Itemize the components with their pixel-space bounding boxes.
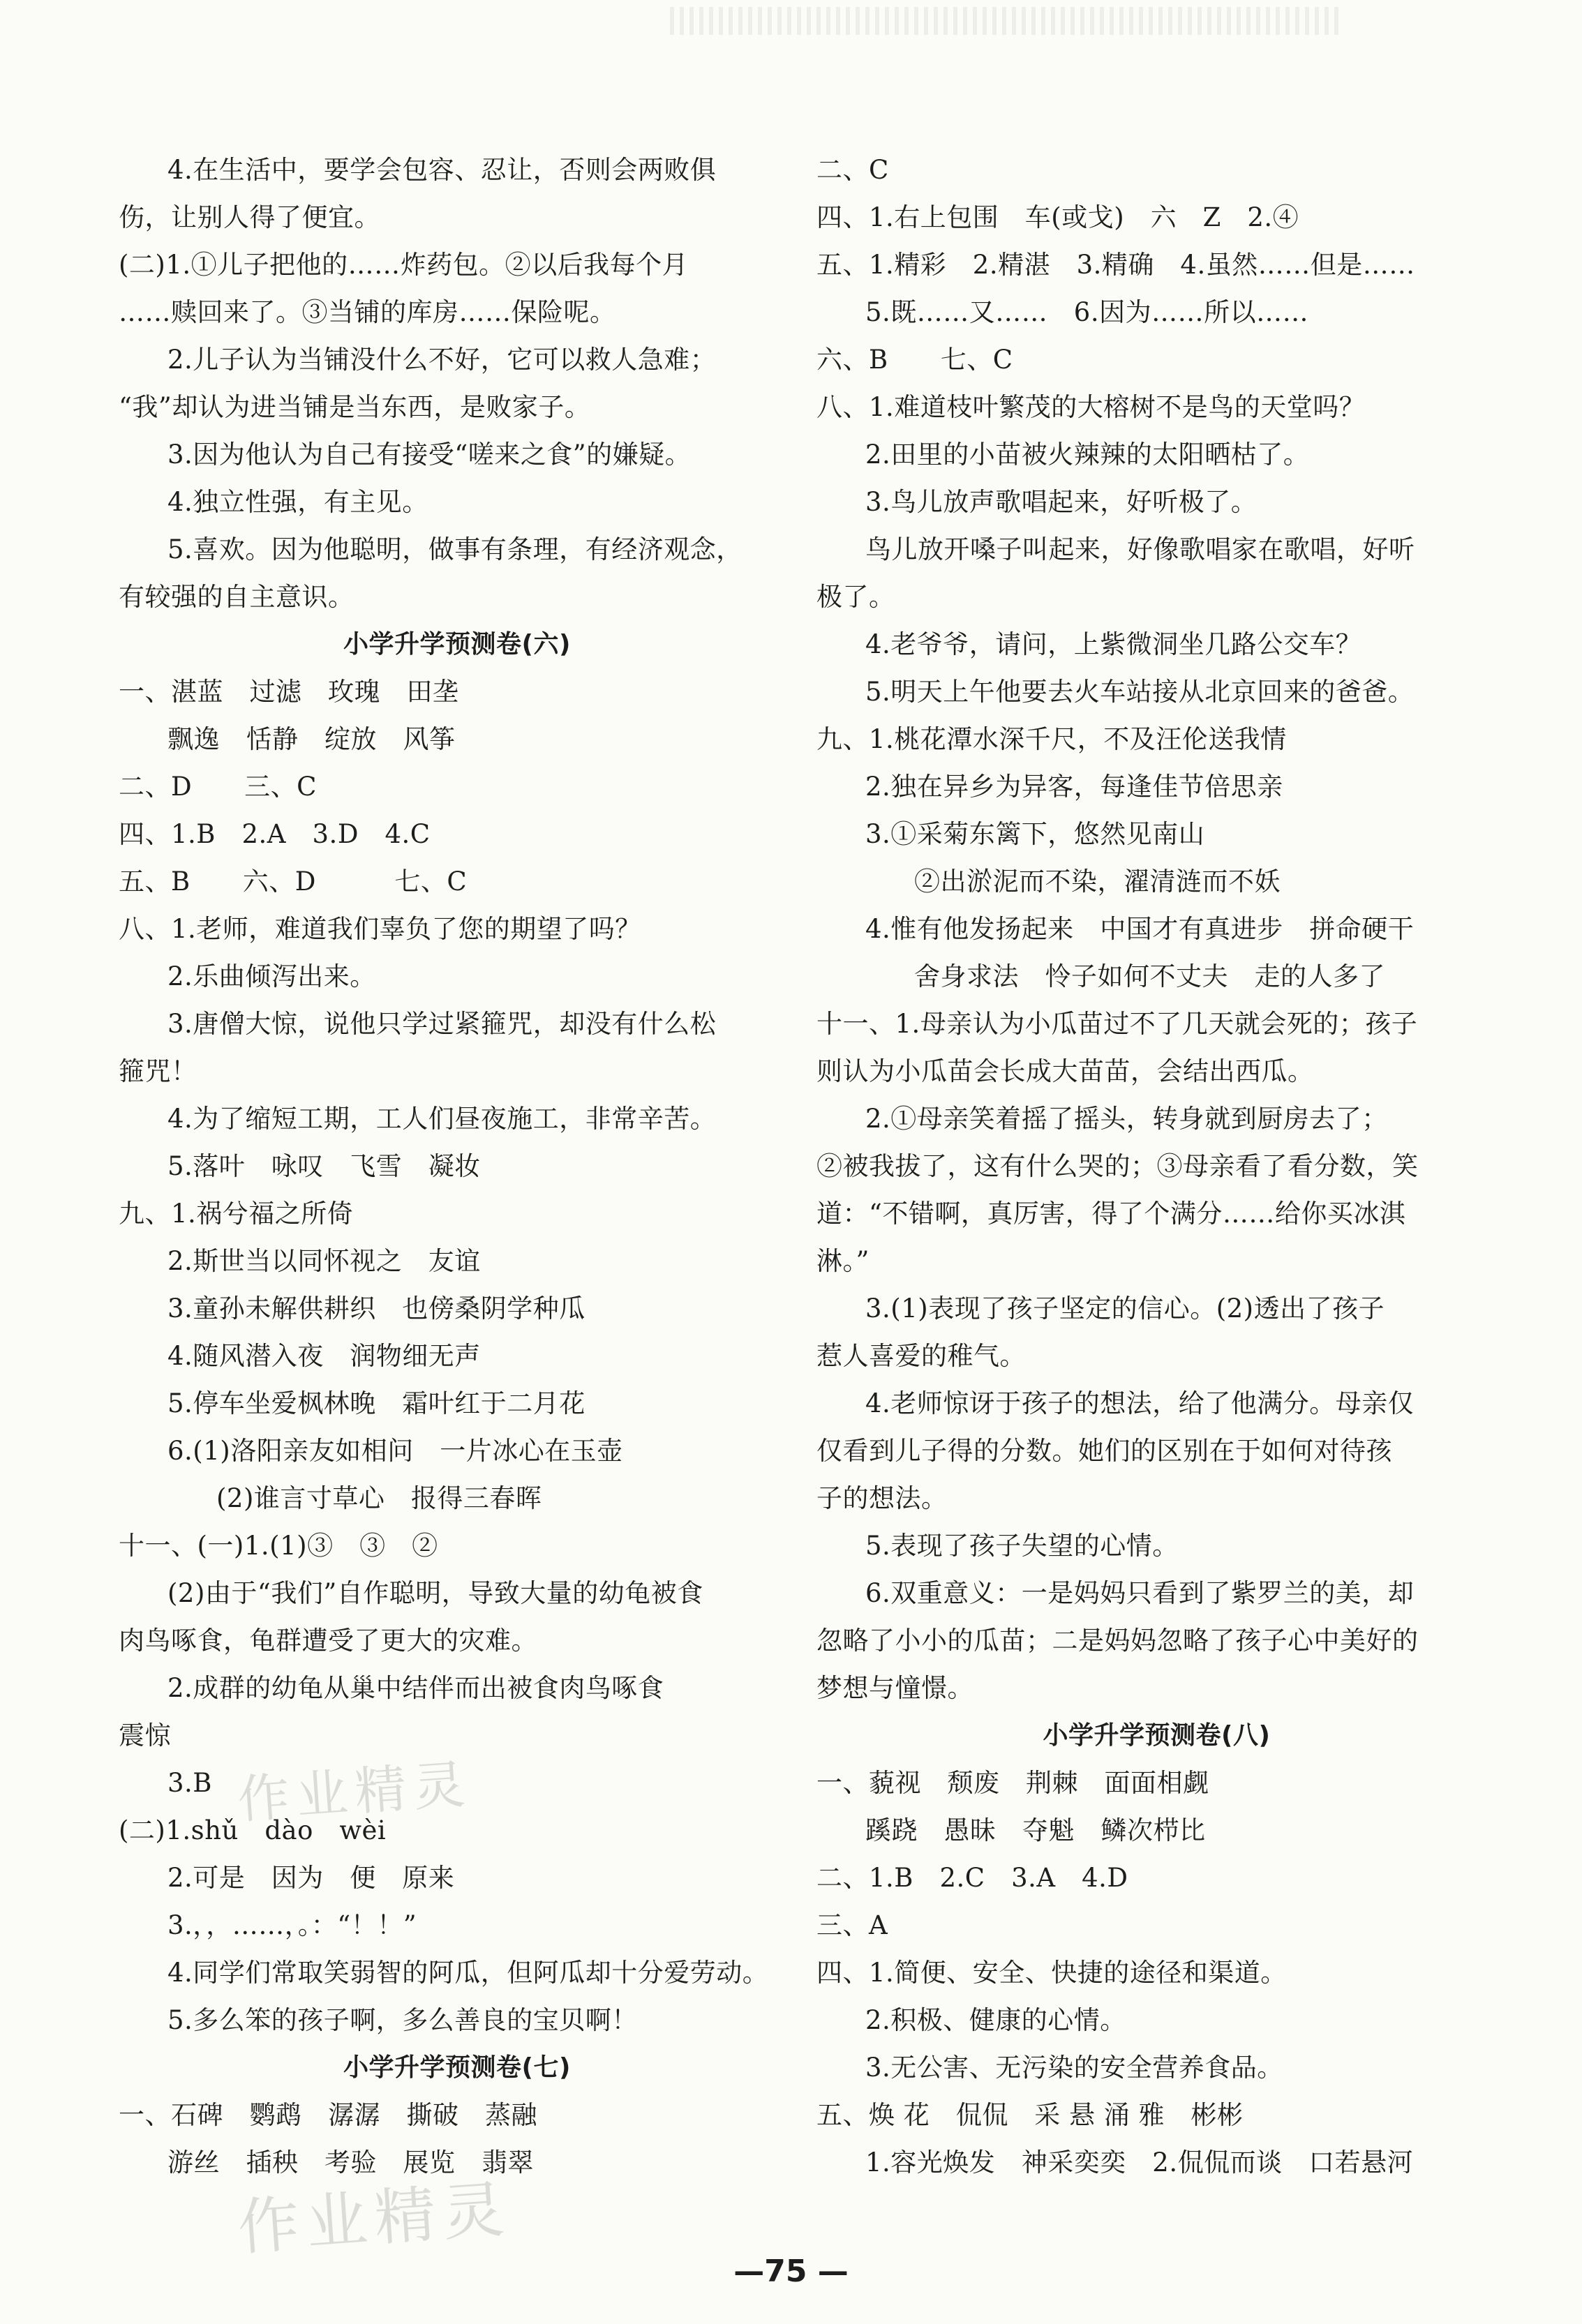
answer-line: 飘逸 恬静 绽放 风筝 — [167, 724, 456, 754]
answer-line: 3.因为他认为自己有接受“嗟来之食”的嫌疑。 — [167, 440, 692, 470]
answer-line: 极了。 — [816, 582, 895, 612]
section-heading: 小学升学预测卷(七) — [343, 2053, 571, 2082]
answer-line: 4.惟有他发扬起来 中国才有真进步 拼命硬干 — [865, 914, 1415, 944]
answer-line: 忽略了小小的瓜苗；二是妈妈忽略了孩子心中美好的 — [816, 1626, 1419, 1656]
watermark: 作业精灵 — [235, 2173, 514, 2264]
answer-line: 6.(1)洛阳亲友如相问 一片冰心在玉壶 — [167, 1436, 623, 1466]
answer-line: 梦想与憧憬。 — [816, 1673, 973, 1703]
answer-line: 有较强的自主意识。 — [119, 582, 355, 612]
answer-line: 箍咒！ — [119, 1056, 197, 1086]
answer-line: 3.，，……，。：“！！” — [167, 1910, 417, 1940]
answer-line: (2)由于“我们”自作聪明，导致大量的幼龟被食 — [167, 1578, 703, 1608]
answer-line: (二)1.shǔ dào wèi — [119, 1815, 387, 1845]
answer-line: 震惊 — [119, 1720, 171, 1751]
answer-line: 惹人喜爱的稚气。 — [816, 1341, 1026, 1371]
right-column — [816, 147, 1497, 2187]
answer-line: 2.田里的小苗被火辣辣的太阳晒枯了。 — [865, 440, 1310, 470]
answer-line: 一、石碑 鹦鹉 潺潺 撕破 蒸融 — [119, 2100, 537, 2130]
answer-line: 4.独立性强，有主见。 — [167, 487, 428, 517]
answer-line: 二、1.B 2.C 3.A 4.D — [816, 1863, 1128, 1893]
watermark: 作业精灵 — [235, 1754, 475, 1831]
answer-line: (二)1.①儿子把他的……炸药包。②以后我每个月 — [119, 250, 689, 280]
answer-line: 五、1.精彩 2.精湛 3.精确 4.虽然……但是…… — [816, 250, 1415, 280]
answer-line: 子的想法。 — [816, 1483, 948, 1513]
page-number: —75 — — [733, 2254, 849, 2289]
answer-line: 5.喜欢。因为他聪明，做事有条理，有经济观念， — [167, 534, 743, 564]
section-heading: 小学升学预测卷(六) — [343, 630, 571, 659]
answer-line: 游丝 插秧 考验 展览 翡翠 — [167, 2147, 534, 2177]
scan-noise — [670, 7, 1340, 35]
answer-line: 仅看到儿子得的分数。她们的区别在于如何对待孩 — [816, 1436, 1392, 1466]
answer-line: 则认为小瓜苗会长成大苗苗，会结出西瓜。 — [816, 1056, 1314, 1086]
answer-line: 2.成群的幼龟从巢中结伴而出被食肉鸟啄食 — [167, 1673, 664, 1703]
answer-line: 十一、(一)1.(1)③ ③ ② — [119, 1531, 438, 1561]
answer-line: 3.童孙未解供耕织 也傍桑阴学种瓜 — [167, 1294, 585, 1324]
answer-line: 蹊跷 愚昧 夺魁 鳞次栉比 — [865, 1815, 1206, 1845]
answer-line: 一、藐视 颓废 荆棘 面面相觑 — [816, 1768, 1209, 1798]
answer-line: “我”却认为进当铺是当东西，是败家子。 — [119, 392, 591, 422]
answer-line: 3.无公害、无污染的安全营养食品。 — [865, 2053, 1283, 2083]
answer-line: 八、1.难道枝叶繁茂的大榕树不是鸟的天堂吗？ — [816, 392, 1366, 422]
answer-line: 4.随风潜入夜 润物细无声 — [167, 1341, 481, 1371]
answer-line: 3.鸟儿放声歌唱起来，好听极了。 — [865, 487, 1258, 517]
answer-line: 1.容光焕发 神采奕奕 2.侃侃而谈 口若悬河 — [865, 2147, 1414, 2177]
answer-line: 鸟儿放开嗓子叫起来，好像歌唱家在歌唱，好听 — [865, 534, 1415, 564]
answer-line: 4.为了缩短工期，工人们昼夜施工，非常辛苦。 — [167, 1104, 717, 1134]
answer-line: 2.可是 因为 便 原来 — [167, 1863, 455, 1893]
answer-line: 2.斯世当以同怀视之 友谊 — [167, 1246, 481, 1276]
answer-line: 伤，让别人得了便宜。 — [119, 202, 380, 232]
answer-line: 肉鸟啄食，龟群遭受了更大的灾难。 — [119, 1626, 537, 1656]
answer-line: 2.乐曲倾泻出来。 — [167, 961, 376, 991]
answer-line: 四、1.简便、安全、快捷的途径和渠道。 — [816, 1958, 1287, 1988]
answer-line: 五、B 六、D 七、C — [119, 867, 468, 897]
answer-line: 4.在生活中，要学会包容、忍让，否则会两败俱 — [167, 155, 717, 185]
answer-line: 九、1.桃花潭水深千尺，不及汪伦送我情 — [816, 724, 1287, 754]
answer-line: 2.独在异乡为异客，每逢佳节倍思亲 — [865, 772, 1283, 802]
answer-line: 2.①母亲笑着摇了摇头，转身就到厨房去了； — [865, 1104, 1388, 1134]
answer-line: 5.停车坐爱枫林晚 霜叶红于二月花 — [167, 1388, 585, 1418]
answer-line: 5.多么笨的孩子啊，多么善良的宝贝啊！ — [167, 2005, 638, 2035]
answer-line: 5.明天上午他要去火车站接从北京回来的爸爸。 — [865, 677, 1415, 707]
answer-line: 二、C — [816, 155, 889, 185]
answer-line: 五、焕 花 侃侃 采 悬 涌 雅 彬彬 — [816, 2100, 1244, 2130]
answer-line: 一、湛蓝 过滤 玫瑰 田垄 — [119, 677, 459, 707]
answer-line: 三、A — [816, 1910, 888, 1940]
answer-line: 6.双重意义：一是妈妈只看到了紫罗兰的美，却 — [865, 1578, 1415, 1608]
answer-line: 5.既……又…… 6.因为……所以…… — [865, 297, 1309, 327]
answer-line: ……赎回来了。③当铺的库房……保险呢。 — [119, 297, 616, 327]
left-column — [119, 147, 796, 2187]
answer-line: 5.表现了孩子失望的心情。 — [865, 1531, 1179, 1561]
answer-line: 道：“不错啊，真厉害，得了个满分……给你买冰淇 — [816, 1199, 1406, 1229]
answer-line: ②被我拔了，这有什么哭的；③母亲看了看分数，笑 — [816, 1151, 1419, 1181]
answer-line: 四、1.B 2.A 3.D 4.C — [119, 819, 431, 849]
answer-line: (2)谁言寸草心 报得三春晖 — [216, 1483, 542, 1513]
answer-line: 淋。” — [816, 1246, 870, 1276]
answer-line: 3.唐僧大惊，说他只学过紧箍咒，却没有什么松 — [167, 1009, 717, 1039]
answer-line: 5.落叶 咏叹 飞雪 凝妆 — [167, 1151, 481, 1181]
answer-line: 2.积极、健康的心情。 — [865, 2005, 1126, 2035]
answer-line: ②出淤泥而不染，濯清涟而不妖 — [914, 867, 1281, 897]
answer-line: 舍身求法 怜子如何不丈夫 走的人多了 — [914, 961, 1385, 991]
answer-line: 十一、1.母亲认为小瓜苗过不了几天就会死的；孩子 — [816, 1009, 1418, 1039]
answer-line: 二、D 三、C — [119, 772, 317, 802]
answer-line: 4.老师惊讶于孩子的想法，给了他满分。母亲仅 — [865, 1388, 1415, 1418]
answer-line: 4.老爷爷，请问，上紫微洞坐几路公交车？ — [865, 629, 1362, 659]
answer-line: 九、1.祸兮福之所倚 — [119, 1199, 354, 1229]
answer-line: 四、1.右上包围 车(或戈) 六 Z 2.④ — [816, 202, 1299, 232]
answer-line: 3.(1)表现了孩子坚定的信心。(2)透出了孩子 — [865, 1294, 1385, 1324]
answer-line: 3.B — [167, 1768, 212, 1798]
answer-line: 3.①采菊东篱下，悠然见南山 — [865, 819, 1205, 849]
section-heading: 小学升学预测卷(八) — [1043, 1721, 1271, 1750]
answer-line: 六、B 七、C — [816, 345, 1013, 375]
answer-line: 八、1.老师，难道我们辜负了您的期望了吗？ — [119, 914, 641, 944]
answer-line: 2.儿子认为当铺没什么不好，它可以救人急难； — [167, 345, 717, 375]
answer-line: 4.同学们常取笑弱智的阿瓜，但阿瓜却十分爱劳动。 — [167, 1958, 769, 1988]
